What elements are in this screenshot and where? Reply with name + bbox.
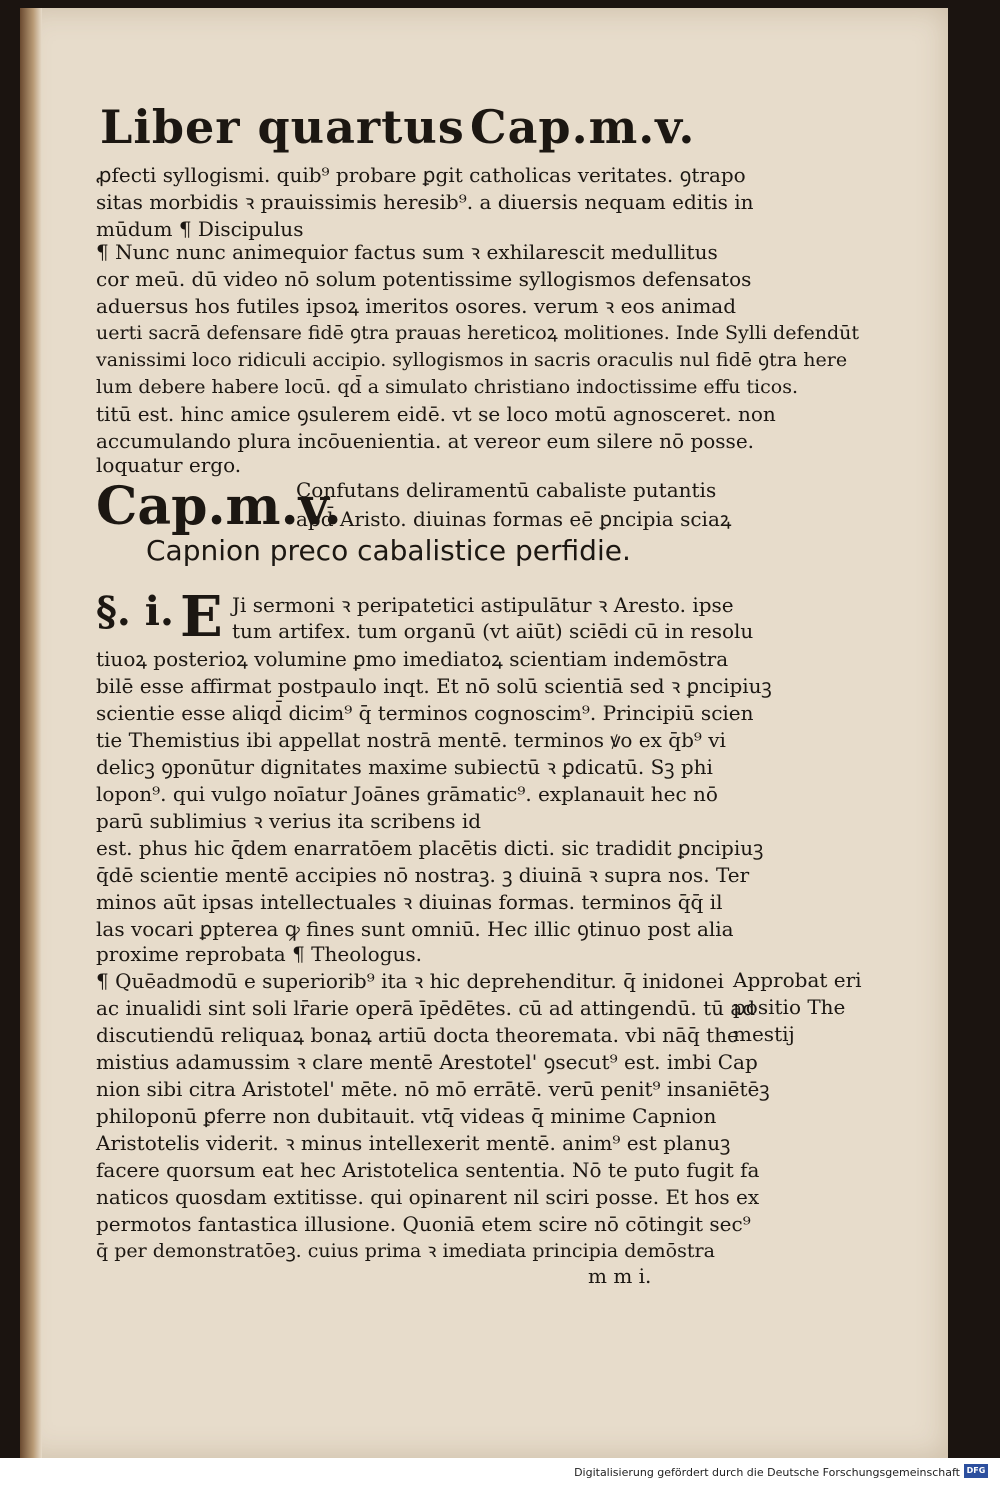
margin-note: positio The <box>733 995 846 1019</box>
body-line: philoponū ꝑferre non dubitauit. vtq̄ videas q̄ minime Capnion <box>96 1104 717 1128</box>
body-line: mistius adamussim ꝛ clare mentē Arestotel' ꝯsecut⁹ est. imbi Cap <box>96 1050 758 1074</box>
body-line: facere quorsum eat hec Aristotelica sententia. Nō te puto fugit fa <box>96 1158 760 1182</box>
intro-line: ꝓfecti syllogismi. quib⁹ probare ꝑgit catholicas veritates. ꝯtrapo <box>96 163 746 187</box>
intro-line: vanissimi loco ridiculi accipio. syllogismos in sacris oraculis nul fidē ꝯtra here <box>96 349 848 371</box>
intro-line: sitas morbidis ꝛ prauissimis heresib⁹. a diuersis nequam editis in <box>96 190 754 214</box>
body-line: ¶ Quēadmodū e superiorib⁹ ita ꝛ hic deprehenditur. q̄ inidonei <box>96 969 724 993</box>
chapter-heading: Cap.m.v. <box>96 476 342 537</box>
intro-line: ¶ Nunc nunc animequior factus sum ꝛ exhilarescit medullitus <box>96 240 718 264</box>
running-header-left: Liber quartus <box>100 100 465 154</box>
chapter-subtitle: Capnion preco cabalistice perfidie. <box>146 534 631 567</box>
body-line: discutiendū reliquaꝝ bonaꝝ artiū docta theoremata. vbi nāq̄ the <box>96 1023 739 1047</box>
footer-credit: Digitalisierung gefördert durch die Deutsche Forschungsgemeinschaft <box>574 1466 960 1479</box>
body-line: proxime reprobata ¶ Theologus. <box>96 942 423 966</box>
margin-note: mestij <box>733 1022 795 1046</box>
body-line: las vocari ꝑpterea ꝙ fines sunt omniū. Hec illic ꝯtinuo post alia <box>96 917 734 941</box>
body-line: Ji sermoni ꝛ peripatetici astipulātur ꝛ Aresto. ipse <box>232 593 734 617</box>
body-line: q̄ per demonstratōeꝫ. cuius prima ꝛ imediata principia demōstra <box>96 1240 715 1262</box>
body-line: nion sibi citra Aristotel' mēte. nō mō errātē. verū penit⁹ insaniētēꝫ <box>96 1077 770 1101</box>
intro-line: titū est. hinc amice ꝯsulerem eidē. vt se loco motū agnosceret. non <box>96 402 776 426</box>
body-line: tie Themistius ibi appellat nostrā mentē. terminos ꝟo ex q̄b⁹ vi <box>96 728 726 752</box>
body-line: naticos quosdam extitisse. qui opinarent nil sciri posse. Et hos ex <box>96 1185 760 1209</box>
intro-line: uerti sacrā defensare fidē ꝯtra prauas hereticoꝝ molitiones. Inde Sylli defendūt <box>96 322 859 344</box>
body-line: lopon⁹. qui vulgo noīatur Joānes grāmatic⁹. explanauit hec nō <box>96 782 718 806</box>
body-line: parū sublimius ꝛ verius ita scribens id <box>96 809 482 833</box>
intro-line: lum debere habere locū. qd̄ a simulato christiano indoctissime effu ticos. <box>96 376 798 398</box>
section-mark: §. i. <box>96 588 174 635</box>
body-line: tum artifex. tum organū (vt aiūt) sciēdi cū in resolu <box>232 619 754 643</box>
dfg-logo-icon: DFG <box>964 1464 988 1478</box>
body-line: tiuoꝝ posterioꝝ volumine ꝑmo imediatoꝝ scientiam indemōstra <box>96 647 729 671</box>
margin-note: Approbat eri <box>733 968 862 992</box>
body-line: ac inualidi sint soli lr̄arie operā īpēdētes. cū ad attingendū. tū ad <box>96 996 756 1020</box>
chapter-description-line: apd̄ Aristo. diuinas formas eē ꝑncipia sciaꝝ <box>296 507 732 531</box>
drop-initial: E <box>180 584 223 650</box>
chapter-description-line: Confutans deliramentū cabaliste putantis <box>296 478 717 502</box>
body-line: q̄dē scientie mentē accipies nō nostraꝫ. ꝫ diuinā ꝛ supra nos. Ter <box>96 863 750 887</box>
intro-line: accumulando plura incōuenientia. at vereor eum silere nō posse. <box>96 429 755 453</box>
page-gutter <box>20 8 42 1458</box>
intro-line: cor meū. dū video nō solum potentissime syllogismos defensatos <box>96 267 752 291</box>
intro-line: mūdum ¶ Discipulus <box>96 217 304 241</box>
signature-mark: m m i. <box>588 1264 652 1288</box>
running-header-right: Cap.m.v. <box>470 100 696 154</box>
intro-line: loquatur ergo. <box>96 453 242 477</box>
body-line: scientie esse aliqd̄ dicim⁹ q̄ terminos cognoscim⁹. Principiū scien <box>96 701 754 725</box>
intro-line: aduersus hos futiles ipsoꝝ imeritos osores. verum ꝛ eos animad <box>96 294 737 318</box>
body-line: delicꝫ ꝯponūtur dignitates maxime subiectū ꝛ ꝑdicatū. Sꝫ phi <box>96 755 713 779</box>
body-line: Aristotelis viderit. ꝛ minus intellexerit mentē. anim⁹ est planuꝫ <box>96 1131 731 1155</box>
body-line: est. phus hic q̄dem enarratōem placētis dicti. sic tradidit ꝑncipiuꝫ <box>96 836 764 860</box>
body-line: permotos fantastica illusione. Quoniā etem scire nō cōtingit sec⁹ <box>96 1212 751 1236</box>
body-line: bilē esse affirmat postpaulo inqt. Et nō solū scientiā sed ꝛ ꝑncipiuꝫ <box>96 674 772 698</box>
body-line: minos aūt ipsas intellectuales ꝛ diuinas formas. terminos q̄q̄ il <box>96 890 723 914</box>
